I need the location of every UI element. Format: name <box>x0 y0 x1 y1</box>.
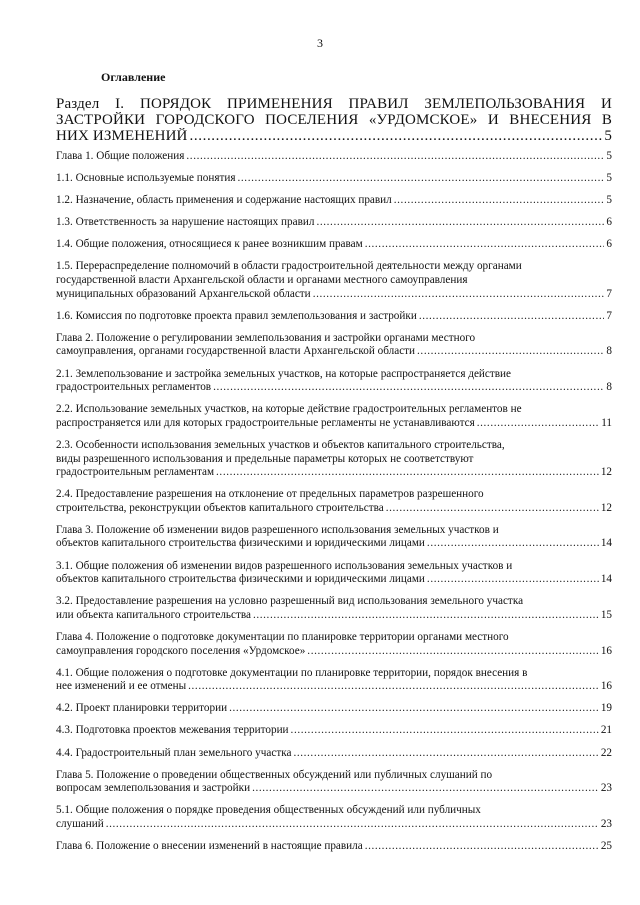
dot-leader <box>190 128 603 144</box>
toc-line <box>56 680 612 694</box>
dot-leader <box>417 345 604 359</box>
toc-line <box>56 573 612 587</box>
toc-page-number: 19 <box>600 702 612 715</box>
toc-entry[interactable] <box>56 747 612 761</box>
toc-line <box>56 747 612 761</box>
toc-entry-text: строительства, реконструкции объектов капитального строительства <box>56 501 384 514</box>
toc-line <box>56 128 612 144</box>
dot-leader <box>394 194 605 208</box>
toc-page-number: 11 <box>601 416 612 429</box>
toc-line <box>56 560 612 574</box>
toc-entry-text: Раздел I. ПОРЯДОК ПРИМЕНЕНИЯ ПРАВИЛ ЗЕМЛЕПОЛЬЗОВАНИЯ И <box>56 96 612 112</box>
toc-line <box>56 804 612 818</box>
toc-line <box>56 502 612 516</box>
toc-section-entry[interactable] <box>56 96 612 144</box>
toc-entry[interactable] <box>56 524 612 551</box>
toc-entry-text: 4.2. Проект планировки территории <box>56 702 228 715</box>
toc-entry-text: самоуправления городского поселения «Урдомское» <box>56 644 306 657</box>
toc-entry-text: Глава 1. Общие положения <box>56 150 185 162</box>
toc-entry[interactable] <box>56 702 612 716</box>
toc-line <box>56 112 612 128</box>
toc-line <box>56 150 612 164</box>
toc-page-number: 21 <box>600 724 612 737</box>
toc-entries <box>56 150 612 854</box>
toc-page-number: 16 <box>600 680 612 693</box>
toc-entry[interactable] <box>56 238 612 252</box>
toc-entry-text: Глава 4. Положение о подготовке документации по планировке территории органами местного <box>56 630 509 643</box>
dot-leader <box>307 645 599 659</box>
toc-line <box>56 310 612 324</box>
toc-entry-text: 2.2. Использование земельных участков, на которые действие градостроительных регламентов не <box>56 403 522 416</box>
toc-line <box>56 840 612 854</box>
toc-entry-text: Глава 5. Положение о проведении общественных обсуждений или публичных слушаний по <box>56 768 493 781</box>
toc-entry[interactable] <box>56 840 612 854</box>
toc-entry[interactable] <box>56 724 612 738</box>
toc-heading: Оглавление <box>101 70 166 84</box>
toc-entry-text: распространяется или для которых градостроительные регламенты не устанавливаются <box>56 416 475 429</box>
table-of-contents <box>56 96 612 862</box>
toc-entry-text: 4.3. Подготовка проектов межевания территории <box>56 724 289 737</box>
toc-entry[interactable] <box>56 560 612 587</box>
toc-line <box>56 645 612 659</box>
toc-line <box>56 417 612 431</box>
toc-entry-text: Глава 3. Положение об изменении видов разрешенного использования земельных участков и <box>56 523 499 536</box>
toc-entry-text: ЗАСТРОЙКИ ГОРОДСКОГО ПОСЕЛЕНИЯ «УРДОМСКОЕ» И ВНЕСЕНИЯ В <box>56 112 612 128</box>
toc-entry[interactable] <box>56 631 612 658</box>
toc-entry-text: Глава 6. Положение о внесении изменений в настоящие правила <box>56 839 363 852</box>
page-number: 3 <box>317 36 323 50</box>
toc-page-number: 5 <box>606 150 612 162</box>
dot-leader <box>365 238 605 252</box>
dot-leader <box>386 502 599 516</box>
dot-leader <box>427 573 599 587</box>
toc-entry-text: 1.5. Перераспределение полномочий в области градостроительной деятельности между органами <box>56 260 522 273</box>
toc-line <box>56 403 612 417</box>
toc-entry-text: Глава 2. Положение о регулировании землепользования и застройки органами местного <box>56 331 476 344</box>
toc-entry-text: виды разрешенного использования и предельные параметры которых не соответствуют <box>56 452 474 465</box>
toc-line <box>56 260 612 274</box>
toc-page-number: 22 <box>600 746 612 759</box>
dot-leader <box>186 150 604 164</box>
toc-entry[interactable] <box>56 260 612 301</box>
toc-page-number: 8 <box>606 345 612 358</box>
toc-line <box>56 667 612 681</box>
dot-leader <box>477 417 599 431</box>
toc-line <box>56 769 612 783</box>
toc-entry-text: или объекта капитального строительства <box>56 608 251 621</box>
toc-entry[interactable] <box>56 804 612 831</box>
toc-entry[interactable] <box>56 216 612 230</box>
dot-leader <box>291 724 599 738</box>
toc-entry-text: объектов капитального строительства физическими и юридическими лицами <box>56 537 425 550</box>
dot-leader <box>252 782 599 796</box>
toc-entry-text: 5.1. Общие положения о порядке проведения общественных обсуждений или публичных <box>56 804 481 817</box>
toc-entry-text: объектов капитального строительства физическими и юридическими лицами <box>56 573 425 586</box>
toc-line <box>56 453 612 467</box>
toc-entry-text: 1.2. Назначение, область применения и содержание настоящих правил <box>56 194 392 207</box>
toc-entry-text: 1.4. Общие положения, относящиеся к ранее возникшим правам <box>56 238 363 251</box>
toc-entry-text: государственной власти Архангельской области и органами местного самоуправления <box>56 274 468 287</box>
toc-entry[interactable] <box>56 368 612 395</box>
toc-line <box>56 332 612 346</box>
dot-leader <box>213 381 604 395</box>
toc-line <box>56 631 612 645</box>
toc-line <box>56 274 612 288</box>
toc-line <box>56 724 612 738</box>
toc-entry-text: 2.1. Землепользование и застройка земельных участков, на которые распространяется действие <box>56 367 511 380</box>
toc-line <box>56 439 612 453</box>
toc-entry[interactable] <box>56 439 612 480</box>
dot-leader <box>238 172 605 186</box>
toc-entry[interactable] <box>56 150 612 164</box>
toc-entry[interactable] <box>56 172 612 186</box>
toc-entry-text: самоуправления, органами государственной власти Архангельской области <box>56 345 416 358</box>
dot-leader <box>253 609 599 623</box>
toc-line <box>56 609 612 623</box>
dot-leader <box>229 702 599 716</box>
toc-entry[interactable] <box>56 403 612 430</box>
toc-line <box>56 818 612 832</box>
toc-page-number: 5 <box>604 128 612 144</box>
toc-page-number: 15 <box>600 608 612 621</box>
toc-entry-text: 2.4. Предоставление разрешения на отклонение от предельных параметров разрешенного <box>56 488 484 501</box>
toc-entry-text: 1.3. Ответственность за нарушение настоящих правил <box>56 216 315 229</box>
toc-line <box>56 488 612 502</box>
toc-page-number: 23 <box>600 782 612 795</box>
toc-line <box>56 194 612 208</box>
toc-line <box>56 702 612 716</box>
toc-entry-text: градостроительных регламентов <box>56 381 212 394</box>
toc-line <box>56 782 612 796</box>
toc-page-number: 23 <box>600 817 612 830</box>
toc-page-number: 6 <box>606 216 612 229</box>
toc-page-number: 25 <box>600 839 612 852</box>
toc-entry-text: вопросам землепользования и застройки <box>56 782 251 795</box>
dot-leader <box>106 818 599 832</box>
toc-line <box>56 345 612 359</box>
toc-page-number: 14 <box>600 537 612 550</box>
toc-entry[interactable] <box>56 769 612 796</box>
dot-leader <box>419 310 605 324</box>
dot-leader <box>316 216 604 230</box>
toc-entry-text: 3.2. Предоставление разрешения на условно разрешенный вид использования земельного участка <box>56 595 524 608</box>
toc-page-number: 5 <box>606 194 612 207</box>
toc-entry[interactable] <box>56 194 612 208</box>
dot-leader <box>313 288 605 302</box>
toc-page-number: 12 <box>600 501 612 514</box>
toc-line <box>56 288 612 302</box>
toc-entry-text: нее изменений и ее отмены <box>56 680 187 693</box>
toc-entry[interactable] <box>56 667 612 694</box>
toc-line <box>56 466 612 480</box>
toc-entry[interactable] <box>56 488 612 515</box>
toc-line <box>56 96 612 112</box>
toc-line <box>56 537 612 551</box>
toc-page-number: 7 <box>606 287 612 300</box>
toc-entry[interactable] <box>56 595 612 622</box>
dot-leader <box>365 840 599 854</box>
toc-entry-text: 1.1. Основные используемые понятия <box>56 172 236 185</box>
toc-page-number: 8 <box>606 381 612 394</box>
toc-page-number: 12 <box>600 466 612 479</box>
toc-page-number: 14 <box>600 573 612 586</box>
toc-line <box>56 524 612 538</box>
toc-line <box>56 595 612 609</box>
toc-line <box>56 381 612 395</box>
toc-entry[interactable] <box>56 332 612 359</box>
toc-entry-text: 3.1. Общие положения об изменении видов разрешенного использования земельных участков и <box>56 559 513 572</box>
toc-line <box>56 172 612 186</box>
toc-entry-text: градостроительным регламентам <box>56 466 215 479</box>
toc-line <box>56 368 612 382</box>
dot-leader <box>293 747 598 761</box>
toc-page-number: 7 <box>606 309 612 322</box>
toc-entry-text: 4.4. Градостроительный план земельного участка <box>56 746 292 759</box>
toc-page-number: 16 <box>600 644 612 657</box>
dot-leader <box>216 466 599 480</box>
dot-leader <box>188 680 599 694</box>
toc-entry-text: слушаний <box>56 817 104 830</box>
toc-entry-text: 1.6. Комиссия по подготовке проекта правил землепользования и застройки <box>56 309 417 322</box>
toc-entry-text: муниципальных образований Архангельской области <box>56 287 311 300</box>
toc-line <box>56 238 612 252</box>
toc-entry-text: 2.3. Особенности использования земельных участков и объектов капитального строительства, <box>56 438 505 451</box>
toc-entry-text: 4.1. Общие положения о подготовке документации по планировке территории, порядок внесения в <box>56 666 528 679</box>
toc-entry-text: НИХ ИЗМЕНЕНИЙ <box>56 128 188 144</box>
toc-entry[interactable] <box>56 310 612 324</box>
toc-page-number: 5 <box>606 172 612 185</box>
toc-line <box>56 216 612 230</box>
toc-page-number: 6 <box>606 238 612 251</box>
dot-leader <box>427 537 599 551</box>
